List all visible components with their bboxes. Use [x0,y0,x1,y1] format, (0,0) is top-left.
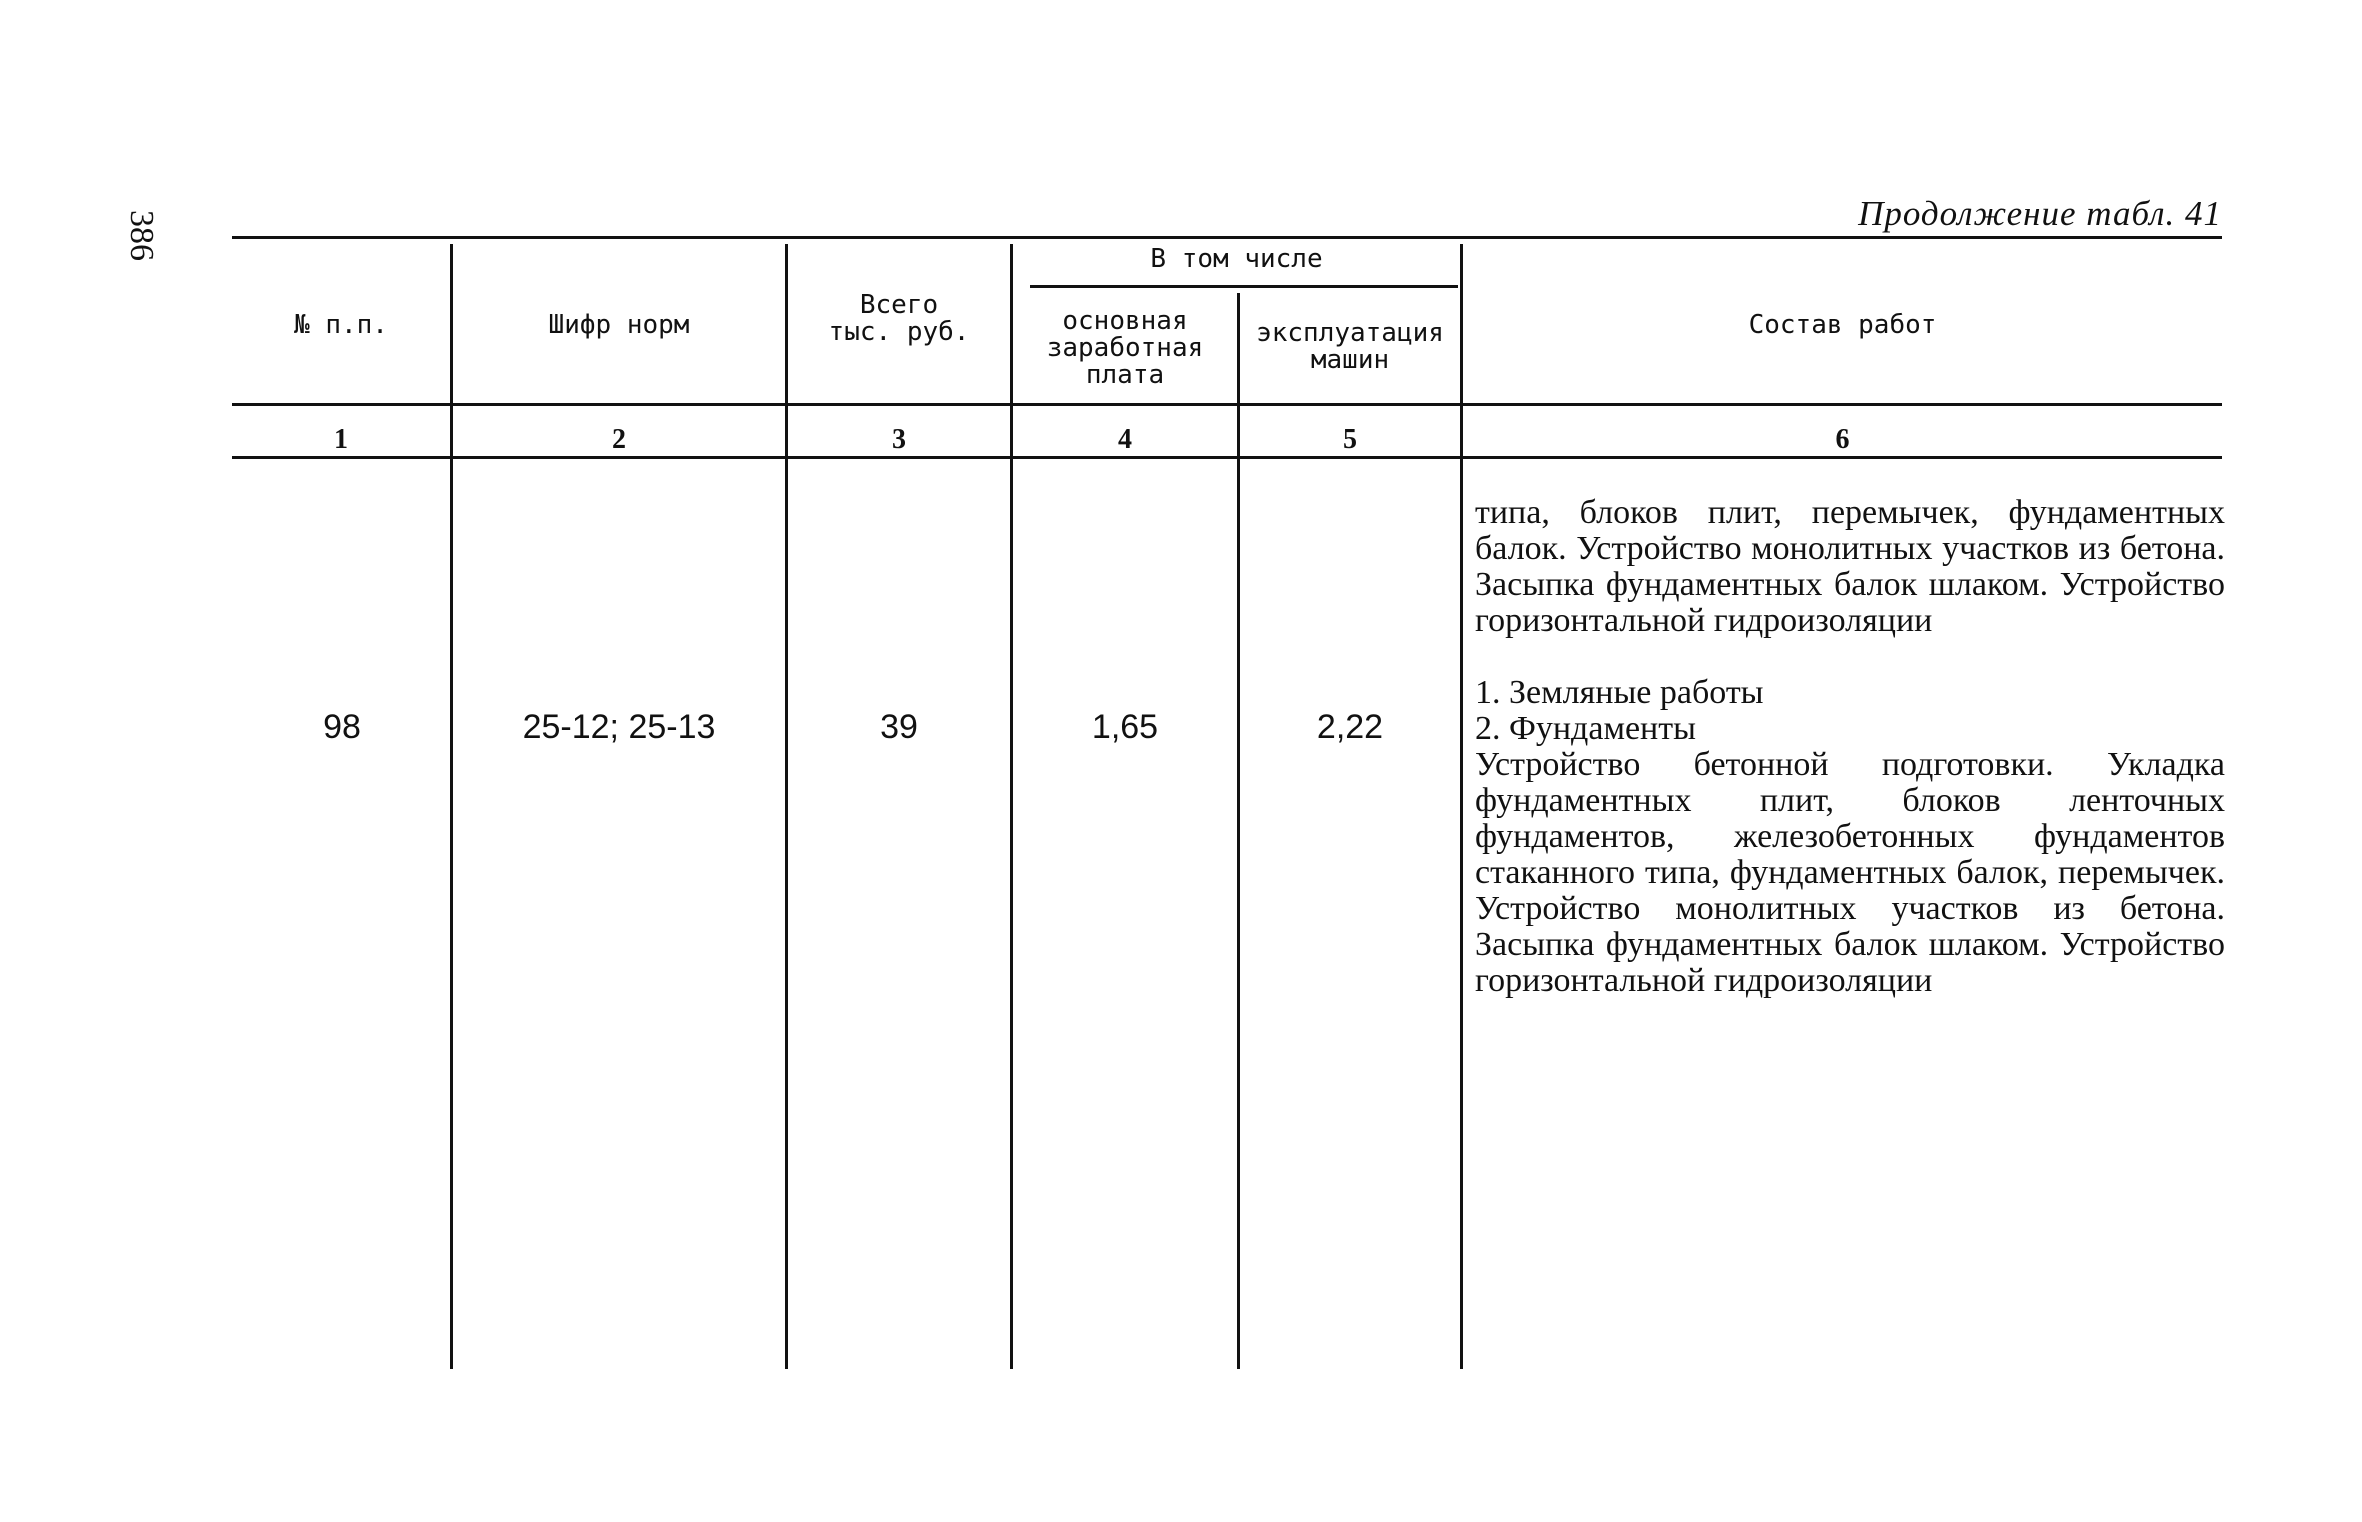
column-divider-3 [1010,244,1013,1369]
column-number-rule [232,456,2222,459]
page-number: 386 [123,210,160,261]
works-intro: типа, блоков плит, перемычек, фундаментных балок. Устройство монолитных участков из бетона. Засыпка фундаментных балок шлаком. Устройство горизонтальной гидроизоляции [1475,494,2225,639]
column-number-6: 6 [1835,424,1850,455]
row-number: 98 [323,708,361,746]
header-bottom-rule [232,403,2222,406]
column-number-1: 1 [334,424,348,455]
header-wage [1013,308,1237,389]
header-works [1463,312,2222,339]
row-machines: 2,22 [1316,708,1384,746]
column-divider-2 [785,244,788,1369]
works-detail: Устройство бетонной подготовки. Укладка фундаментных плит, блоков ленточных фундаментов, железобетонных фундаментов стаканного типа, фундаментных балок, перемычек. Устройство монолитных участков из бетона. Засыпка фундаментных балок шлаком. Устройство горизонтальной гидроизоляции [1475,746,2225,999]
header-code-label: Шифр норм [548,310,690,340]
header-total-line2: тыс. руб. [828,317,970,347]
row-total: 39 [880,708,918,746]
table-caption: Продолжение табл. 41 [1858,194,2222,233]
works-description [1475,495,2225,999]
header-wage-line3: плата [1085,360,1165,390]
works-item-foundations: 2. Фундаменты [1475,710,1696,747]
header-number-label: № п.п. [294,310,388,340]
works-item-earthwork: 1. Земляные работы [1475,674,1764,711]
table-top-rule [232,236,2222,239]
header-wage-line2: заработная [1046,333,1204,363]
column-number-3: 3 [892,424,906,455]
header-wage-line1: основная [1062,306,1188,336]
row-code: 25-12; 25-13 [522,708,716,746]
header-number [232,312,450,339]
header-code [453,312,785,339]
column-number-5: 5 [1343,424,1357,455]
header-total [788,292,1010,346]
column-divider-5 [1460,244,1463,1369]
group-header-rule [1030,285,1458,288]
column-number-4: 4 [1118,424,1132,455]
header-group [1013,246,1460,273]
column-divider-1 [450,244,453,1369]
works-spacer [1475,639,2225,675]
header-machines-line1: эксплуатация [1256,318,1444,348]
header-works-label: Состав работ [1748,310,1937,340]
row-wage: 1,65 [1091,708,1159,746]
header-machines-line2: машин [1310,345,1390,375]
header-total-line1: Всего [859,290,939,320]
header-machines [1240,320,1460,374]
column-number-2: 2 [612,424,626,455]
header-group-label: В том числе [1150,244,1323,274]
